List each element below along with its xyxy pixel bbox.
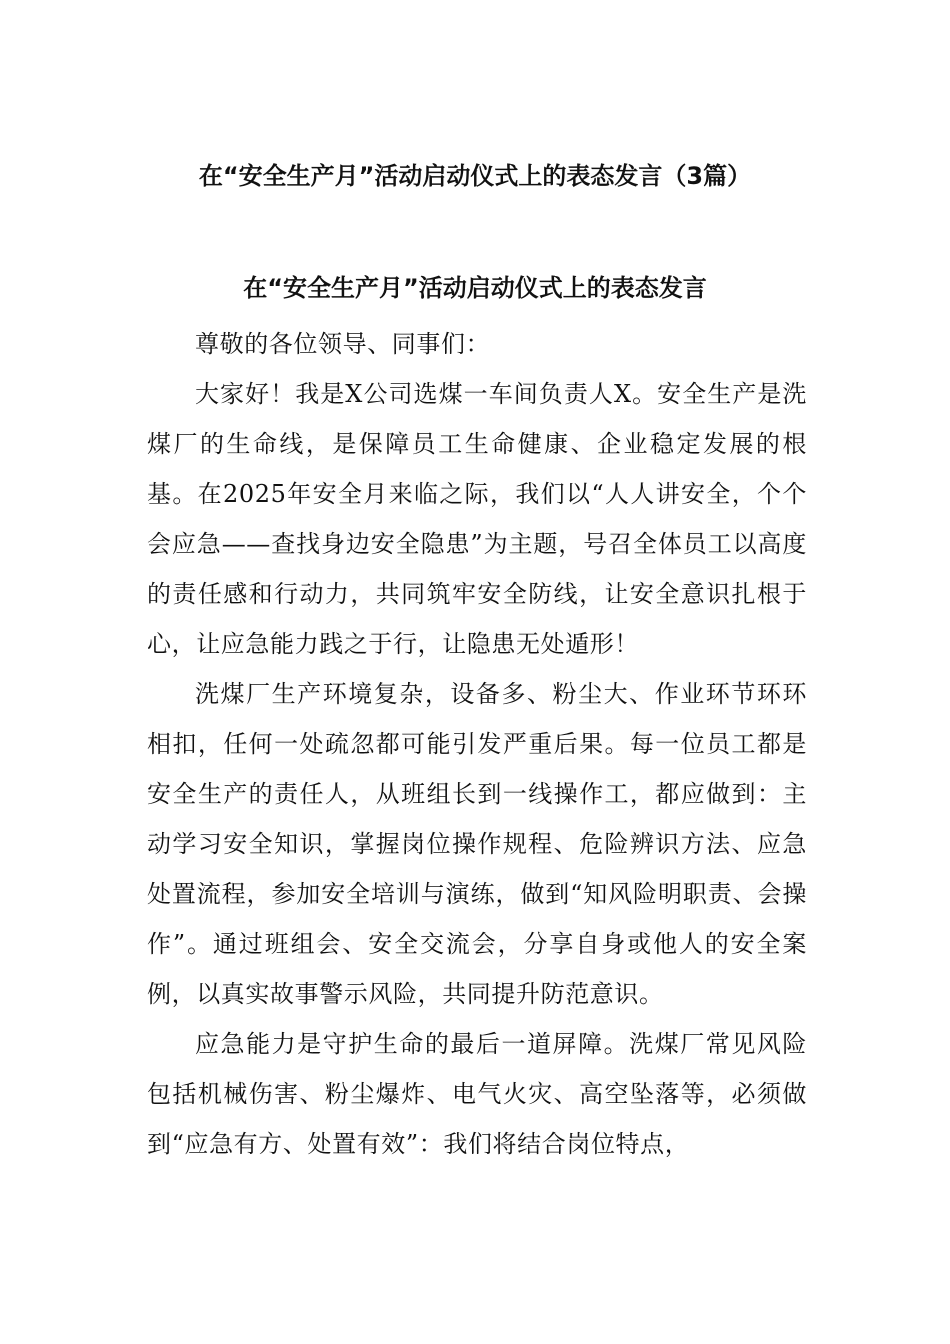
document-body bbox=[147, 319, 807, 1169]
body-paragraph: 应急能力是守护生命的最后一道屏障。洗煤厂常见风险包括机械伤害、粉尘爆炸、电气火灾、高空坠落等，必须做到“应急有方、处置有效”：我们将结合岗位特点， bbox=[147, 1030, 807, 1158]
body-paragraph: 洗煤厂生产环境复杂，设备多、粉尘大、作业环节环环相扣，任何一处疏忽都可能引发严重后果。每一位员工都是安全生产的责任人，从班组长到一线操作工，都应做到：主动学习安全知识，掌握岗位操作规程、危险辨识方法、应急处置流程，参加安全培训与演练，做到“知风险明职责、会操作”。通过班组会、安全交流会，分享自身或他人的安全案例，以真实故事警示风险，共同提升防范意识。 bbox=[147, 680, 807, 1008]
document-title: 在“安全生产月”活动启动仪式上的表态发言（3篇） bbox=[198, 162, 752, 190]
section-title: 在“安全生产月”活动启动仪式上的表态发言 bbox=[243, 274, 707, 302]
body-paragraph: 大家好！我是X公司选煤一车间负责人X。安全生产是洗煤厂的生命线，是保障员工生命健康、企业稳定发展的根基。在2025年安全月来临之际，我们以“人人讲安全，个个会应急——查找身边安全隐患”为主题，号召全体员工以高度的责任感和行动力，共同筑牢安全防线，让安全意识扎根于心，让应急能力践之于行，让隐患无处遁形！ bbox=[147, 380, 807, 658]
salutation-paragraph: 尊敬的各位领导、同事们： bbox=[195, 330, 491, 358]
